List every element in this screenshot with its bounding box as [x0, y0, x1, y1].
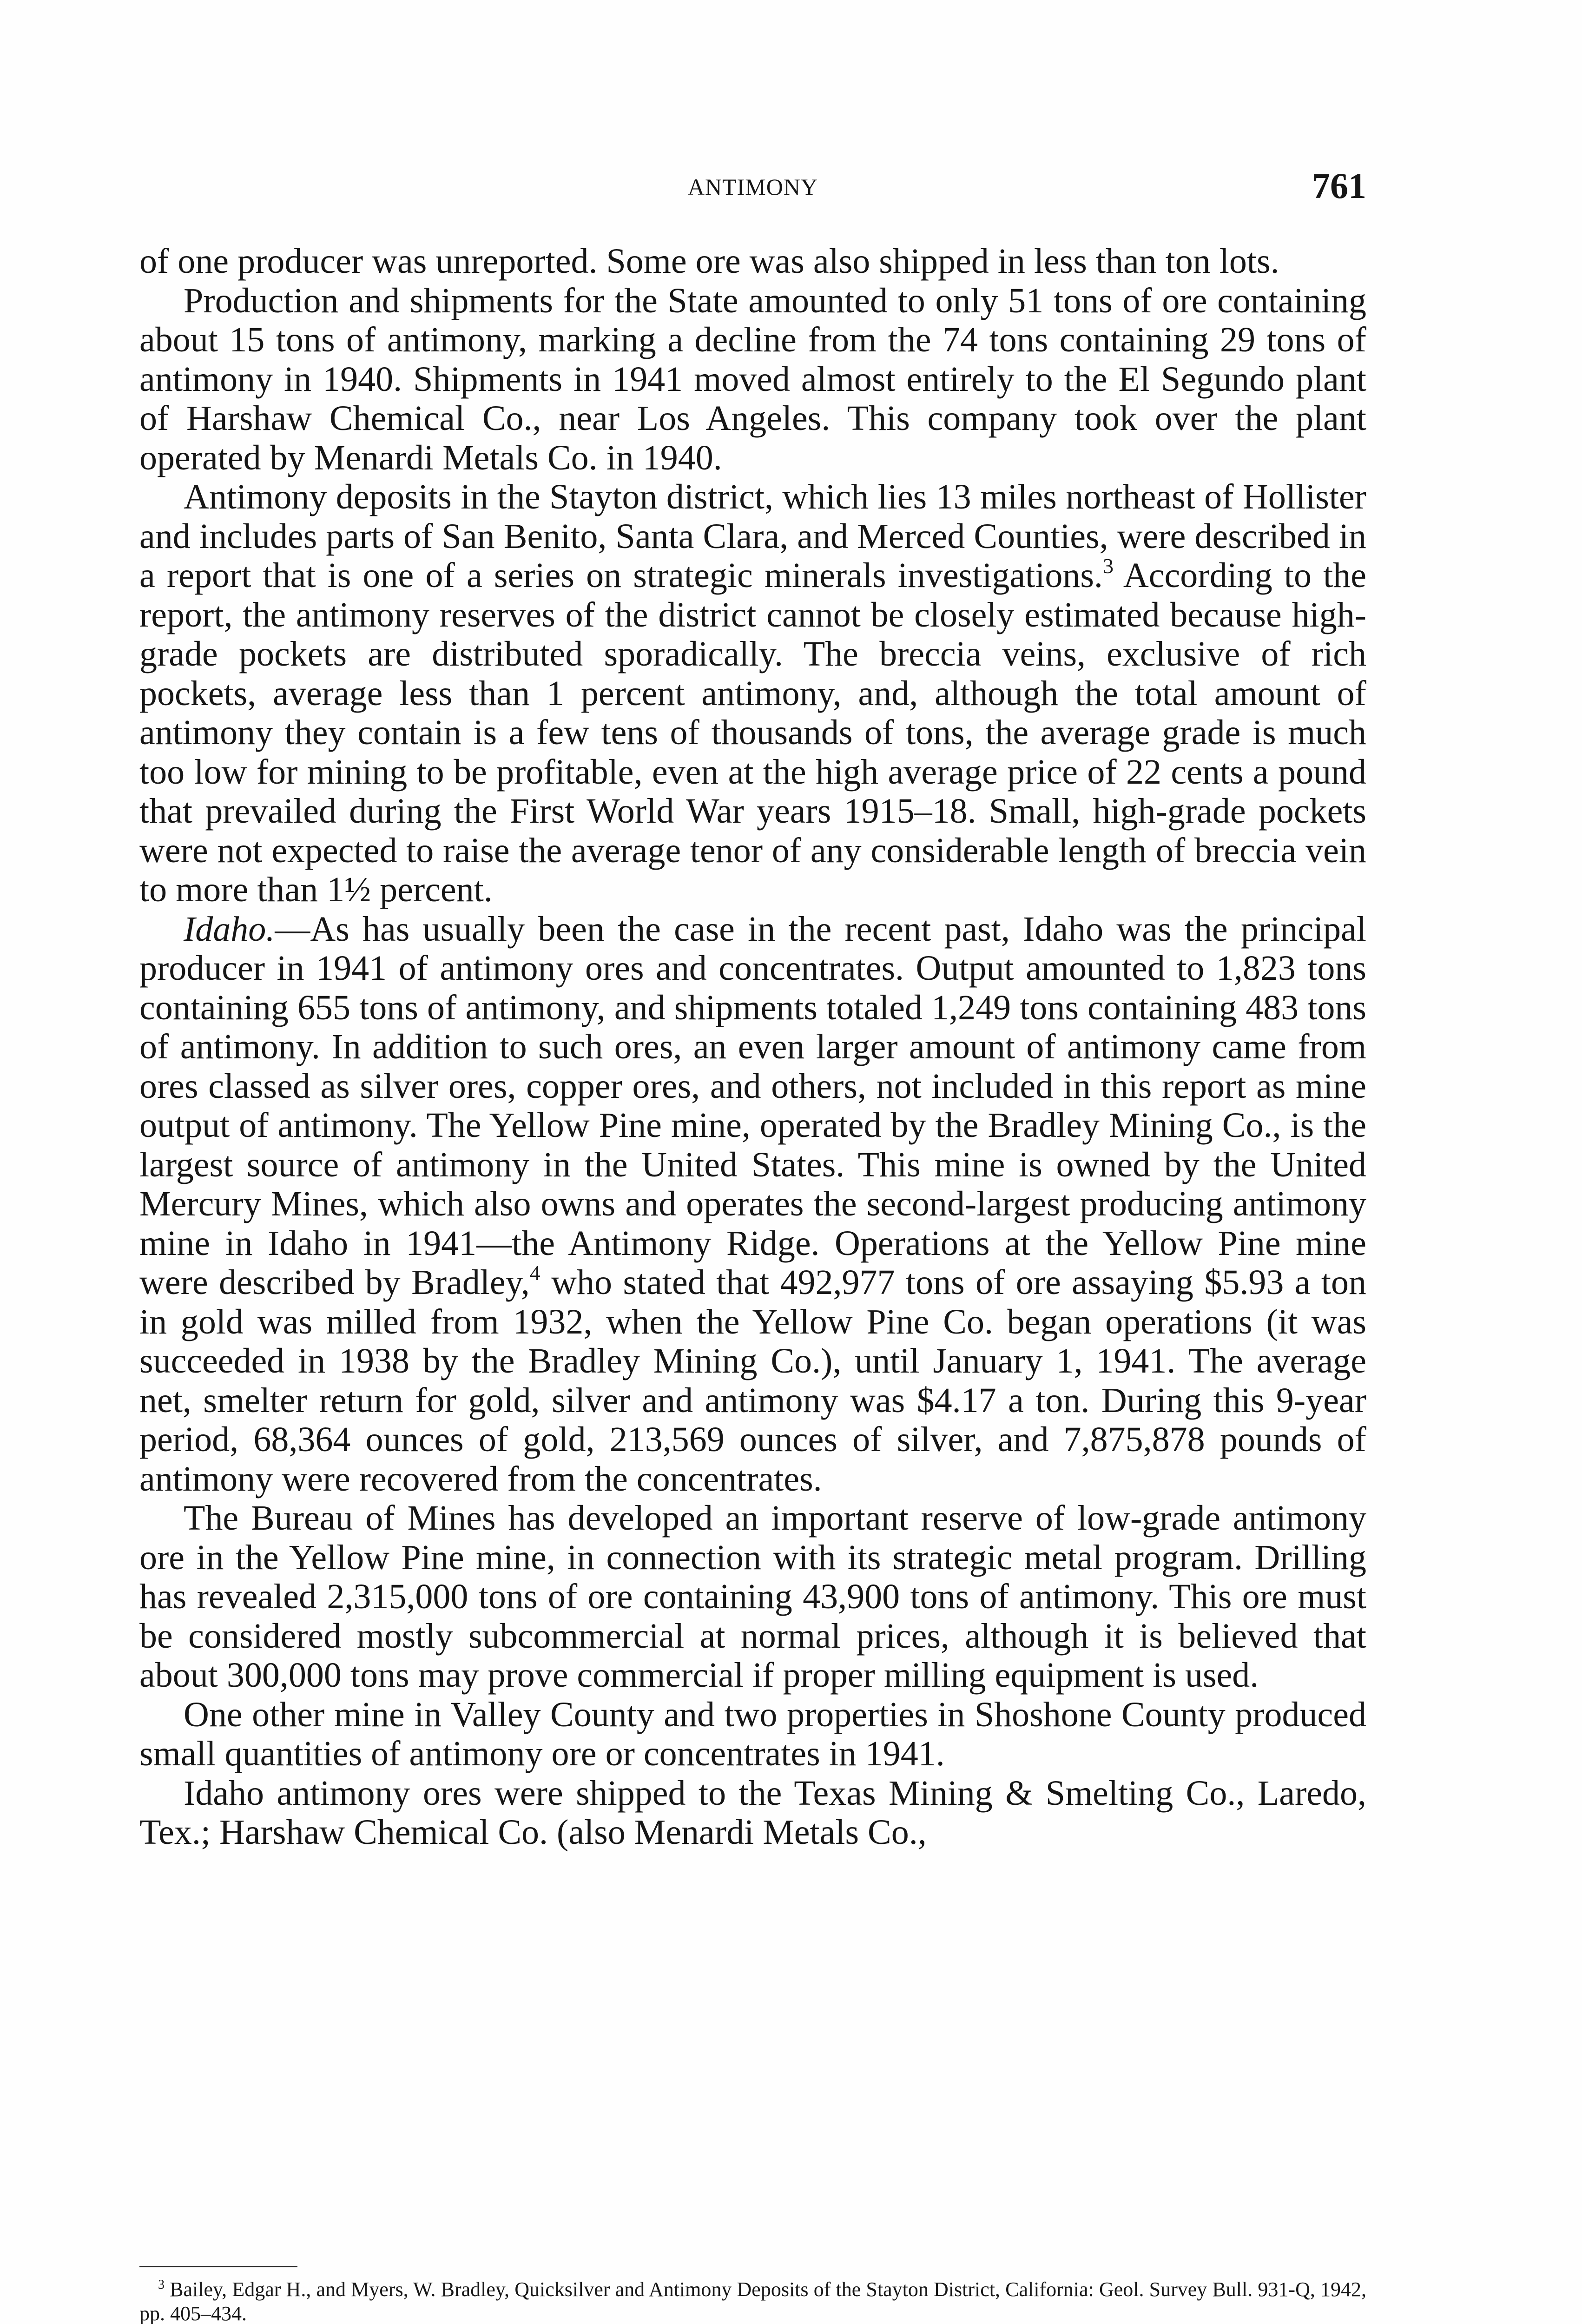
page-number: 761	[1312, 165, 1366, 206]
footnotes	[139, 2278, 1366, 2324]
footnote-marker: 3	[158, 2278, 165, 2292]
paragraph-idaho-shipments: Idaho antimony ores were shipped to the Texas Mining & Smelting Co., Laredo, Tex.; Harshaw Chemical Co. (also Menardi Metals Co.,	[139, 1773, 1366, 1852]
paragraph-text: who stated that 492,977 tons of ore assaying $5.93 a ton in gold was milled from 1932, when the Yellow Pine Co. began operations (it was succeeded in 1938 by the Bradley Mining Co.), until January 1, 1941. The average net, smelter return for gold, silver and antimony was $4.17 a ton. During this 9-year period, 68,364 ounces of gold, 213,569 ounces of silver, and 7,875,878 pounds of antimony were recovered from the concentrates.	[139, 1263, 1366, 1499]
paragraph-valley-county: One other mine in Valley County and two properties in Shoshone County produced small quantities of antimony ore or concentrates in 1941.	[139, 1695, 1366, 1773]
footnote-rule	[139, 2266, 297, 2267]
body-text	[139, 242, 1366, 1852]
paragraph-bureau-of-mines: The Bureau of Mines has developed an important reserve of low-grade antimony ore in the Yellow Pine mine, in connection with its strategic metal program. Drilling has revealed 2,315,000 tons of ore containing 43,900 tons of antimony. This ore must be considered mostly subcommercial at normal prices, although it is believed that about 300,000 tons may prove commercial if proper milling equipment is used.	[139, 1499, 1366, 1695]
footnote-reference: 3	[1102, 554, 1114, 578]
state-heading: Idaho.	[184, 909, 275, 949]
paragraph-stayton-district	[139, 477, 1366, 910]
page-header	[139, 165, 1366, 211]
running-head: ANTIMONY	[687, 174, 818, 200]
paragraph-text: —As has usually been the case in the recent past, Idaho was the principal producer in 1941 of antimony ores and concentrates. Output amounted to 1,823 tons containing 655 tons of antimony, and shipments totaled 1,249 tons containing 483 tons of antimony. In addition to such ores, an even larger amount of antimony came from ores classed as silver ores, copper ores, and others, not included in this report as mine output of antimony. The Yellow Pine mine, operated by the Bradley Mining Co., is the largest source of antimony in the United States. This mine is owned by the United Mercury Mines, which also owns and operates the second-largest producing antimony mine in Idaho in 1941—the Antimony Ridge. Operations at the Yellow Pine mine were described by Bradley,	[139, 909, 1366, 1302]
footnote-text: Bailey, Edgar H., and Myers, W. Bradley, Quicksilver and Antimony Deposits of the Stayton District, California: Geol. Survey Bull. 931-Q, 1942, pp. 405–434.	[139, 2278, 1366, 2324]
footnote	[139, 2278, 1366, 2324]
paragraph-text: Antimony deposits in the Stayton district, which lies 13 miles northeast of Hollister and includes parts of San Benito, Santa Clara, and Merced Counties, were described in a report that is one of a series on strategic minerals investigations.	[139, 477, 1366, 595]
paragraph-text: According to the report, the antimony reserves of the district cannot be closely estimated because high-grade pockets are distributed sporadically. The breccia veins, exclusive of rich pockets, average less than 1 percent antimony, and, although the total amount of antimony they contain is a few tens of thousands of tons, the average grade is much too low for mining to be profitable, even at the high average price of 22 cents a pound that prevailed during the First World War years 1915–18. Small, high-grade pockets were not expected to raise the average tenor of any considerable length of breccia vein to more than 1½ percent.	[139, 556, 1367, 909]
paragraph-california-production: Production and shipments for the State amounted to only 51 tons of ore containing about 15 tons of antimony, marking a decline from the 74 tons containing 29 tons of antimony in 1940. Shipments in 1941 moved almost entirely to the El Segundo plant of Harshaw Chemical Co., near Los Angeles. This company took over the plant operated by Menardi Metals Co. in 1940.	[139, 281, 1366, 477]
footnote-reference: 4	[529, 1261, 541, 1285]
paragraph-continued: of one producer was unreported. Some ore was also shipped in less than ton lots.	[139, 242, 1279, 281]
paragraph-idaho	[139, 910, 1366, 1499]
